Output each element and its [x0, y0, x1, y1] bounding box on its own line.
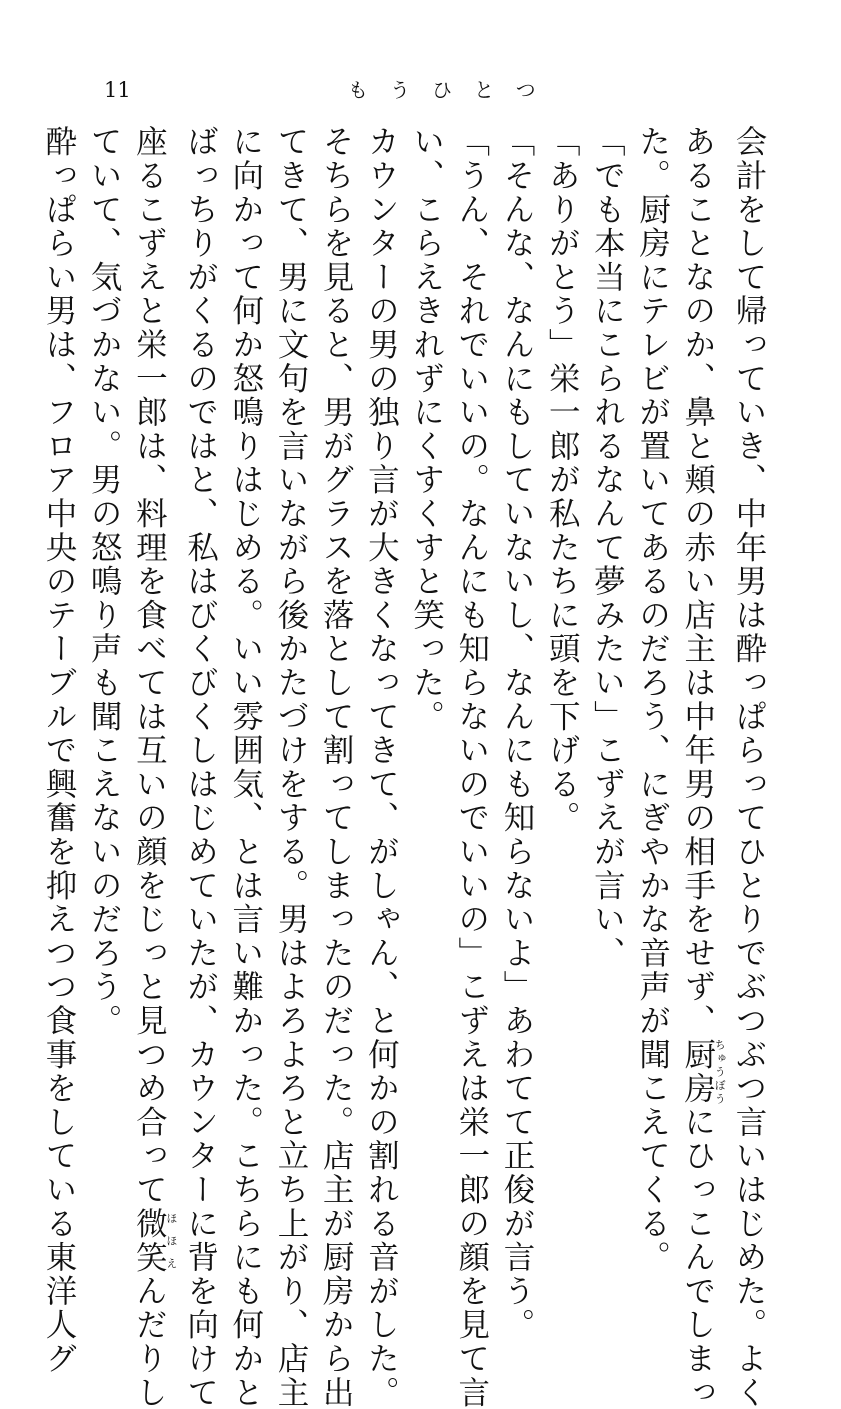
text-line: 「そんな、なんにもしていないし、なんにも知らないよ」あわてて正俊が言う。 [498, 125, 535, 1342]
chapter-title: もうひとつ [348, 78, 558, 102]
text-line: に向かって何か怒鳴りはじめる。いい雰囲気、とは言い難かった。こちらにも何かと [227, 125, 264, 1409]
text-line: そちらを見ると、男がグラスを落として割ってしまったのだった。店主が厨房から出 [318, 125, 355, 1409]
ruby-annotation: 微笑ほほえ [131, 1206, 178, 1275]
text-line: ばっちりがくるのではと、私はびくびくしはじめていたが、カウンターに背を向けて [182, 125, 219, 1409]
vertical-body-text [40, 125, 771, 1409]
text-line: 「でも本当にこられるなんて夢みたい」こずえが言い、 [589, 125, 626, 970]
text-line: 酔っぱらい男は、フロア中央のテーブルで興奮を抑えつつ食事をしている東洋人グ [40, 125, 77, 1376]
text-line: 「うん、それでいいの。なんにも知らないのでいいの」こずえは栄一郎の顔を見て言 [453, 125, 490, 1409]
text-line: 座るこずえと栄一郎は、料理を食べては互いの顔をじっと見つめ合って微笑ほほえんだりし [131, 125, 178, 1409]
text-line: 「ありがとう」栄一郎が私たちに頭を下げる。 [544, 125, 581, 835]
text-line: てきて、男に文句を言いながら後かたづけをする。男はよろよろと立ち上がり、店主 [272, 125, 309, 1409]
page-header [0, 70, 841, 110]
ruby-annotation: 厨房ちゅうぼう [679, 1037, 727, 1106]
text-line: 会計をして帰っていき、中年男は酔っぱらってひとりでぶつぶつ言いはじめた。よく [731, 125, 767, 1409]
text-line: ていて、気づかない。男の怒鳴り声も聞こえないのだろう。 [86, 125, 123, 1038]
text-line: い、こらえきれずにくすくすと笑った。 [408, 125, 445, 734]
text-line: た。厨房にテレビが置いてあるのだろう、にぎやかな音声が聞こえてくる。 [634, 125, 671, 1275]
text-line: カウンターの男の独り言が大きくなってきて、がしゃん、と何かの割れる音がした。 [363, 125, 400, 1409]
text-line: あることなのか、鼻と頬の赤い店主は中年男の相手をせず、厨房ちゅうぼうにひっこんでしまっ [679, 125, 727, 1409]
page-number: 11 [104, 78, 131, 102]
